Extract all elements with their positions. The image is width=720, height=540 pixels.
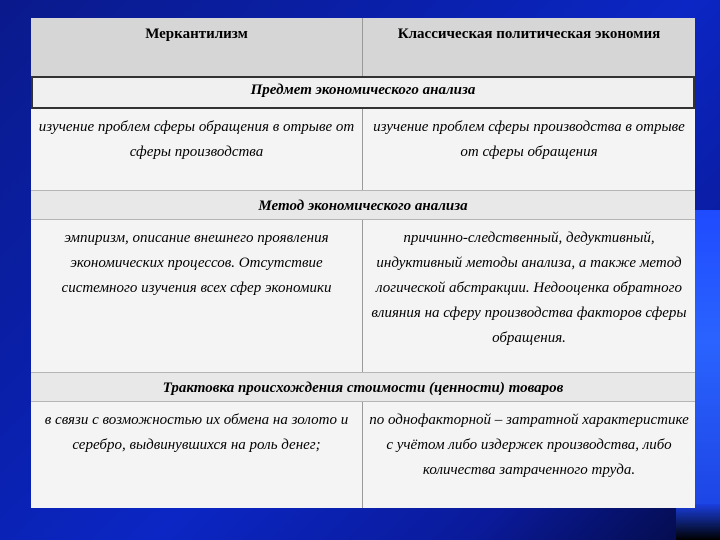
table-row bbox=[31, 402, 695, 508]
table-header-row bbox=[31, 18, 695, 76]
decorative-accent-shadow bbox=[676, 504, 720, 540]
cell-method-classical: причинно-следственный, дедуктивный, индуктивный методы анализа, а также метод логической абстракции. Недооценка обратного влияния на сферу производства факторов сферы обращения. bbox=[362, 220, 695, 372]
header-mercantilism: Меркантилизм bbox=[145, 26, 248, 42]
cell-value-classical: по однофакторной – затратной характеристике с учётом либо издержек производства, либо количества затраченного труда. bbox=[362, 402, 695, 508]
section-title-subject: Предмет экономического анализа bbox=[31, 76, 695, 109]
cell-subject-mercantilism: изучение проблем сферы обращения в отрыве от сферы производства bbox=[38, 119, 355, 160]
section-title-method: Метод экономического анализа bbox=[31, 190, 695, 220]
table-row bbox=[31, 109, 695, 190]
cell-subject-classical: изучение проблем сферы производства в отрыве от сферы обращения bbox=[362, 109, 695, 190]
table-row bbox=[31, 220, 695, 372]
header-classical-economy: Классическая политическая экономия bbox=[362, 18, 695, 76]
cell-value-mercantilism: в связи с возможностью их обмена на золото и серебро, выдвинувшихся на роль денег; bbox=[44, 412, 349, 453]
cell-method-mercantilism: эмпиризм, описание внешнего проявления экономических процессов. Отсутствие системного изучения всех сфер экономики bbox=[61, 230, 332, 296]
section-title-value-origin: Трактовка происхождения стоимости (ценности) товаров bbox=[31, 372, 695, 402]
